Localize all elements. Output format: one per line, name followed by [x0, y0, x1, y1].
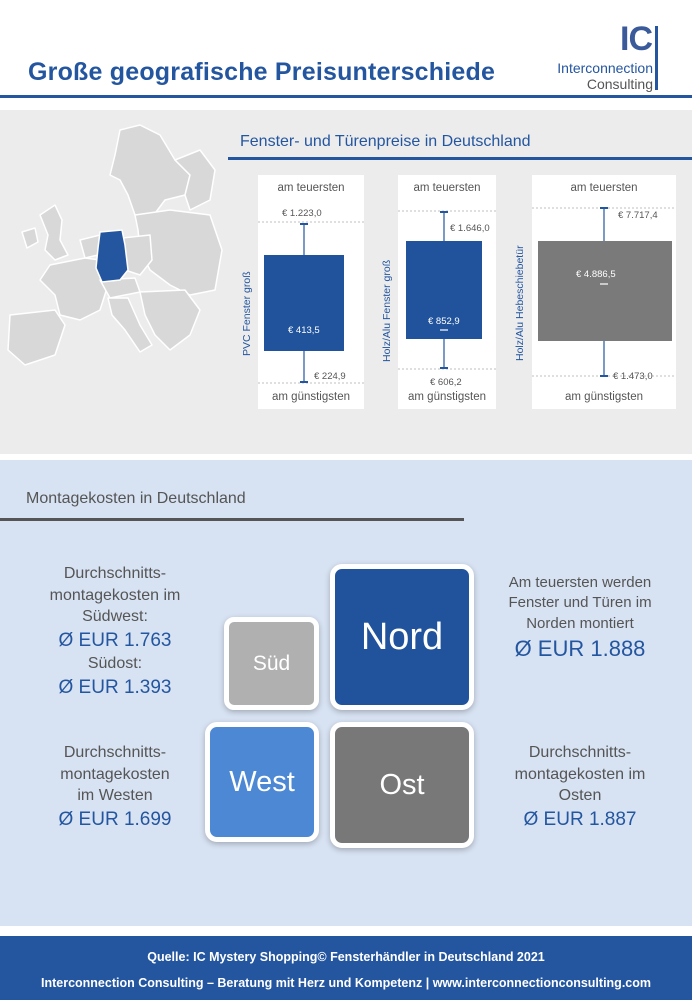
west-line-1: Durchschnitts- [63, 744, 167, 761]
map-iberia [8, 310, 65, 365]
header-divider [0, 95, 692, 98]
montage-title: Montagekosten in Deutschland [26, 490, 246, 507]
map-ireland [22, 228, 38, 248]
label-most-expensive: am teuersten [413, 182, 481, 194]
price-card-holzalu-fenster [398, 175, 496, 409]
tile-west: West [205, 722, 319, 842]
footer-source: Quelle: IC Mystery Shopping© Fensterhändler in Deutschland 2021 [147, 950, 545, 964]
logo-line-1: Interconnection [557, 60, 653, 76]
boxplot-holzalu-fenster [398, 175, 496, 409]
prices-title-underline [228, 157, 692, 160]
tile-nord: Nord [330, 564, 474, 710]
page-title: Große geografische Preisunterschiede [28, 58, 496, 86]
label-cheapest: am günstigsten [408, 391, 486, 403]
west-price: Ø EUR 1.699 [58, 808, 172, 830]
hebeschiebetuer-axis-label: Holz/Alu Hebeschiebetür [514, 245, 526, 361]
holzalu-fenster-min: € 606,2 [430, 377, 462, 388]
north-line-1: Am teuersten werden [508, 574, 652, 591]
montage-title-underline [0, 518, 464, 521]
hebeschiebetuer-mid: € 4.886,5 [576, 269, 616, 280]
pvc-max: € 1.223,0 [282, 208, 322, 219]
prices-title: Fenster- und Türenpreise in Deutschland [240, 133, 531, 150]
europe-map [0, 120, 225, 380]
southwest-line-3: Südwest: [82, 608, 148, 626]
west-line-3: im Westen [77, 787, 153, 805]
map-germany [96, 230, 128, 282]
north-line-2: Fenster und Türen im [508, 594, 652, 612]
east-line-2: montagekosten im [514, 765, 646, 783]
holzalu-fenster-mid: € 852,9 [428, 316, 460, 327]
label-most-expensive: am teuersten [277, 182, 345, 194]
label-cheapest: am günstigsten [272, 391, 350, 403]
tile-sud: Süd [224, 617, 319, 710]
logo-mark: IC [620, 20, 652, 58]
ic-logo [612, 20, 658, 64]
pvc-axis-label: PVC Fenster groß [241, 271, 253, 356]
label-cheapest: am günstigsten [565, 391, 643, 403]
map-scandinavia [110, 125, 190, 220]
southwest-line-2: montagekosten im [49, 586, 181, 604]
map-uk [40, 205, 68, 260]
logo-bar [655, 26, 658, 90]
east-line-1: Durchschnitts- [528, 744, 632, 761]
holzalu-fenster-max: € 1.646,0 [450, 223, 490, 234]
east-text [495, 742, 665, 832]
east-line-3: Osten [558, 787, 602, 805]
southeast-label: Südost: [87, 655, 143, 673]
west-text [20, 742, 210, 832]
logo-line-2: Consulting [586, 76, 653, 92]
southwest-price: Ø EUR 1.763 [58, 629, 172, 651]
footer-bar [0, 936, 692, 1000]
hebeschiebetuer-min: € 1.473,0 [613, 371, 653, 382]
southwest-text [20, 563, 210, 701]
north-line-3: Norden montiert [526, 614, 634, 632]
east-price: Ø EUR 1.887 [523, 808, 637, 830]
price-card-pvc [258, 175, 364, 409]
price-card-hebeschiebetuer [532, 175, 676, 409]
label-most-expensive: am teuersten [570, 182, 638, 194]
pvc-mid: € 413,5 [288, 325, 320, 336]
north-text [494, 573, 666, 663]
pvc-min: € 224,9 [314, 371, 346, 382]
west-line-2: montagekosten [60, 765, 170, 783]
southeast-price: Ø EUR 1.393 [58, 677, 172, 699]
holzalu-fenster-axis-label: Holz/Alu Fenster groß [381, 259, 393, 362]
footer-tagline: Interconnection Consulting – Beratung mit Herz und Kompetenz | www.interconnectionconsulting.com [40, 976, 651, 990]
tile-ost: Ost [330, 722, 474, 848]
north-price: Ø EUR 1.888 [514, 635, 646, 661]
southwest-line-1: Durchschnitts- [63, 565, 167, 582]
hebeschiebetuer-max: € 7.717,4 [618, 210, 658, 221]
